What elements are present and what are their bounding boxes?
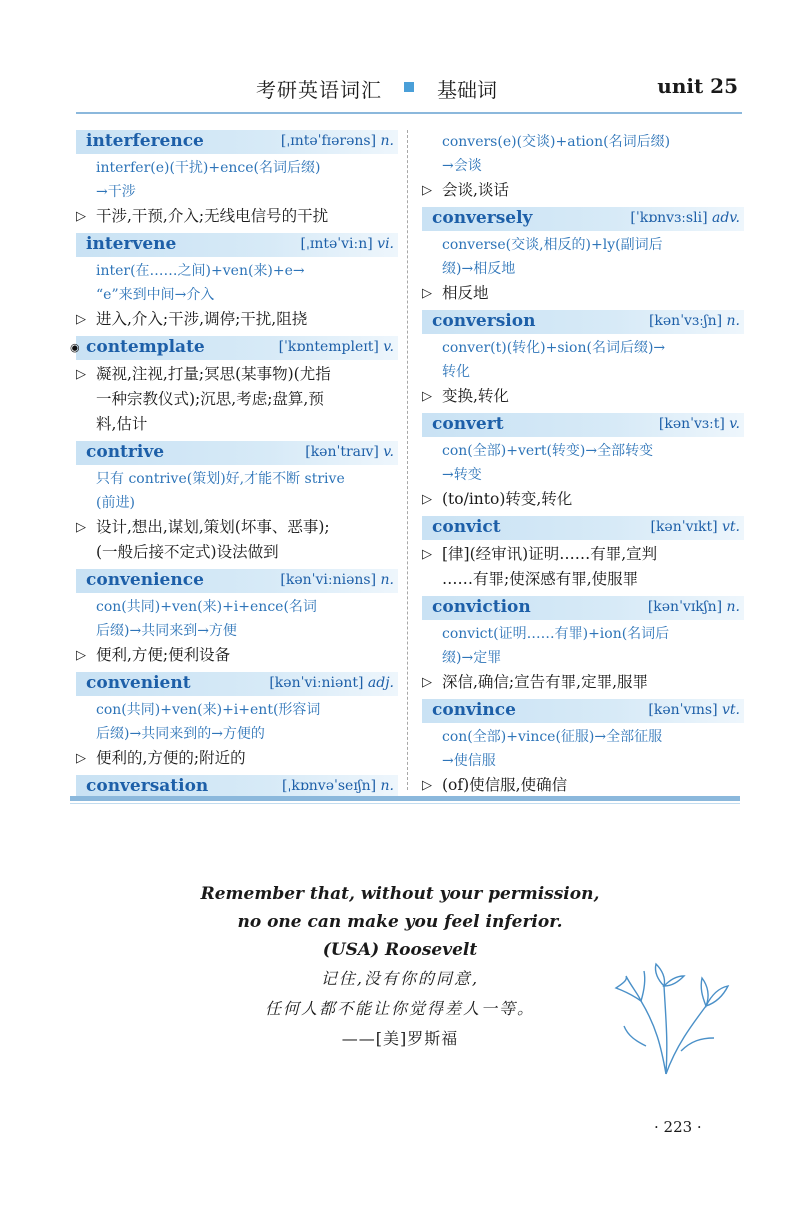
definition-line: ▷ 变换,转化: [442, 387, 509, 405]
definition-line: ▷ 相反地: [442, 284, 489, 302]
part-of-speech: v.: [729, 416, 740, 432]
pronunciation: [630, 210, 740, 226]
definition-line: 料,估计: [96, 415, 148, 433]
quote-cn-line2: 任何人都不能让你觉得差人一等。: [264, 999, 535, 1018]
part-of-speech: adj.: [367, 675, 394, 691]
part-of-speech: n.: [726, 313, 740, 329]
definition-line: ▷ 进入,介入;干涉,调停;干扰,阻挠: [96, 310, 308, 328]
right-column: [422, 130, 744, 802]
column-divider: [407, 130, 408, 790]
etymology-line: 后缀)→共同来到的→方便的: [96, 726, 265, 742]
headword-band: [76, 233, 398, 257]
headword-band: [76, 130, 398, 154]
ipa-text: [kənˈvɪns]: [648, 702, 718, 718]
book-title: 考研英语词汇: [256, 78, 382, 102]
headword-band: [422, 516, 744, 540]
section-title: 基础词: [437, 78, 497, 102]
etymology-line: 只有 contrive(策划)好,才能不断 strive: [96, 471, 345, 487]
part-of-speech: n.: [380, 133, 394, 149]
headword: conversion: [432, 311, 536, 331]
pronunciation: [659, 416, 740, 432]
part-of-speech: n.: [380, 778, 394, 794]
footer-rule: [70, 796, 740, 801]
square-bullet-icon: [404, 82, 414, 92]
definition: [422, 773, 744, 798]
part-of-speech: n.: [380, 572, 394, 588]
etymology-line: 转化: [442, 364, 470, 380]
etymology-line: →转变: [442, 467, 482, 483]
headword: convenience: [86, 570, 204, 590]
entry: [76, 130, 398, 229]
etymology-line: con(共同)+ven(来)+i+ence(名词: [96, 599, 317, 615]
quote-cn-line1: 记住,没有你的同意,: [320, 969, 480, 988]
headword: convenient: [86, 673, 191, 693]
definition-line: (一般后接不定式)设法做到: [96, 543, 279, 561]
etymology-line: 后缀)→共同来到→方便: [96, 623, 237, 639]
part-of-speech: vt.: [722, 702, 740, 718]
pronunciation: [280, 572, 394, 588]
etymology-line: 缀)→定罪: [442, 650, 502, 666]
entry: [76, 672, 398, 771]
quote-en-line1: Remember that, without your permission,: [200, 884, 600, 904]
pronunciation: [650, 519, 740, 535]
headword-band: [422, 310, 744, 334]
ipa-text: [kənˈviːniənt]: [269, 675, 364, 691]
entry: [422, 207, 744, 306]
ipa-text: [ˈkɒntempleɪt]: [278, 339, 379, 355]
entry: [422, 413, 744, 512]
entry: [76, 441, 398, 565]
pronunciation: [282, 778, 394, 794]
definition: [422, 281, 744, 306]
headword: convert: [432, 414, 504, 434]
headword: convict: [432, 517, 501, 537]
entry: [76, 233, 398, 332]
ipa-text: [ˌɪntəˈfɪərəns]: [280, 133, 377, 149]
pronunciation: [648, 702, 740, 718]
definition-line: ▷ 干涉,干预,介入;无线电信号的干扰: [96, 207, 329, 225]
etymology-line: con(全部)+vert(转变)→全部转变: [442, 443, 654, 459]
definition-line: ▷ (of)使信服,使确信: [442, 776, 568, 794]
definition: [76, 746, 398, 771]
headword-band: [76, 441, 398, 465]
etymology-line: con(共同)+ven(来)+i+ent(形容词: [96, 702, 321, 718]
quote-en-line2: no one can make you feel inferior.: [237, 912, 563, 932]
definition: [422, 670, 744, 695]
ipa-text: [kənˈviːniəns]: [280, 572, 377, 588]
unit-label: unit 25: [657, 74, 738, 98]
etymology-line: converse(交谈,相反的)+ly(副词后: [442, 237, 663, 253]
headword-band: [422, 596, 744, 620]
pronunciation: [281, 133, 394, 149]
entry: [422, 596, 744, 695]
ipa-text: [kənˈvɜːʃn]: [648, 313, 723, 329]
etymology-line: convict(证明……有罪)+ion(名词后: [442, 626, 670, 642]
definition: [422, 542, 744, 592]
headword-band: [76, 569, 398, 593]
definition-line: ▷ 便利,方便;便利设备: [96, 646, 231, 664]
entry: [76, 569, 398, 668]
headword: conversely: [432, 208, 533, 228]
headword-band: [422, 207, 744, 231]
ipa-text: [ˈkɒnvɜːsli]: [630, 210, 708, 226]
ipa-text: [kənˈtraɪv]: [305, 444, 379, 460]
headword-band: [76, 672, 398, 696]
page-number: · 223 ·: [654, 1118, 702, 1136]
definition: [422, 384, 744, 409]
quote-author-en: (USA) Roosevelt: [322, 940, 478, 960]
part-of-speech: v.: [383, 339, 394, 355]
definition-line: ……有罪;使深感有罪,使服罪: [442, 570, 639, 588]
headword: conviction: [432, 597, 531, 617]
etymology-line: →使信服: [442, 753, 496, 769]
etymology-line: conver(t)(转化)+sion(名词后缀)→: [442, 340, 666, 356]
definition-line: ▷ (to/into)转变,转化: [442, 490, 573, 508]
headword: interference: [86, 131, 204, 151]
ipa-text: [ˌkɒnvəˈseɪʃn]: [282, 778, 377, 794]
headword-band: [422, 699, 744, 723]
headword: convince: [432, 700, 516, 720]
etymology-line: (前进): [96, 495, 135, 511]
pronunciation: [269, 675, 394, 691]
etymology-line: interfer(e)(干扰)+ence(名词后缀): [96, 160, 321, 176]
entry: [70, 336, 398, 437]
headword: contrive: [86, 442, 165, 462]
definition: [76, 204, 398, 229]
ipa-text: [kənˈvɪkt]: [650, 519, 718, 535]
etymology-line: →干涉: [96, 184, 136, 200]
pronunciation: [279, 339, 394, 355]
definition-line: ▷ [律](经审讯)证明……有罪,宣判: [442, 545, 658, 563]
definition-line: ▷ 设计,想出,谋划,策划(坏事、恶事);: [96, 518, 330, 536]
part-of-speech: adv.: [711, 210, 740, 226]
pronunciation: [305, 444, 394, 460]
header-rule: [76, 112, 742, 114]
etymology-line: con(全部)+vince(征服)→全部征服: [442, 729, 663, 745]
entry: [422, 699, 744, 798]
part-of-speech: v.: [383, 444, 394, 460]
headword: contemplate: [86, 337, 205, 357]
part-of-speech: n.: [726, 599, 740, 615]
page-header: [0, 74, 800, 102]
definition-line: ▷ 会谈,谈话: [442, 181, 509, 199]
quote-author-cn: ——[美]罗斯福: [341, 1029, 459, 1048]
pronunciation: [648, 599, 740, 615]
headword-band: [70, 336, 398, 360]
headword: conversation: [86, 776, 209, 796]
etymology-line: →会谈: [442, 158, 482, 174]
ipa-text: [kənˈvɜːt]: [658, 416, 725, 432]
definition-line: ▷ 深信,确信;宣告有罪,定罪,服罪: [442, 673, 649, 691]
orchid-illustration-icon: [606, 946, 736, 1076]
pronunciation: [301, 236, 394, 252]
definition: [76, 307, 398, 332]
definition-line: ▷ 凝视,注视,打量;冥思(某事物)(尤指: [96, 365, 331, 383]
definition: [76, 515, 398, 565]
part-of-speech: vt.: [722, 519, 740, 535]
etymology-line: inter(在……之间)+ven(来)+e→: [96, 263, 305, 279]
quote-block: [150, 880, 650, 1054]
etymology-line: “e”来到中间→介入: [96, 287, 215, 303]
key-word-marker-icon: ◉: [70, 341, 80, 354]
definition: [422, 178, 744, 203]
left-column: [70, 130, 398, 801]
pronunciation: [649, 313, 740, 329]
ipa-text: [ˌɪntəˈviːn]: [300, 236, 373, 252]
definition: [76, 643, 398, 668]
definition: [422, 487, 744, 512]
entry: [422, 310, 744, 409]
headword: intervene: [86, 234, 177, 254]
entry: [422, 130, 744, 203]
etymology-line: 缀)→相反地: [442, 261, 516, 277]
footer-rule-thin: [70, 803, 740, 804]
definition: [76, 362, 398, 437]
definition-line: 一种宗教仪式);沉思,考虑;盘算,预: [96, 390, 324, 408]
definition-line: ▷ 便利的,方便的;附近的: [96, 749, 246, 767]
ipa-text: [kənˈvɪkʃn]: [647, 599, 723, 615]
etymology-line: convers(e)(交谈)+ation(名词后缀): [442, 134, 671, 150]
part-of-speech: vi.: [377, 236, 394, 252]
entry: [422, 516, 744, 592]
headword-band: [422, 413, 744, 437]
